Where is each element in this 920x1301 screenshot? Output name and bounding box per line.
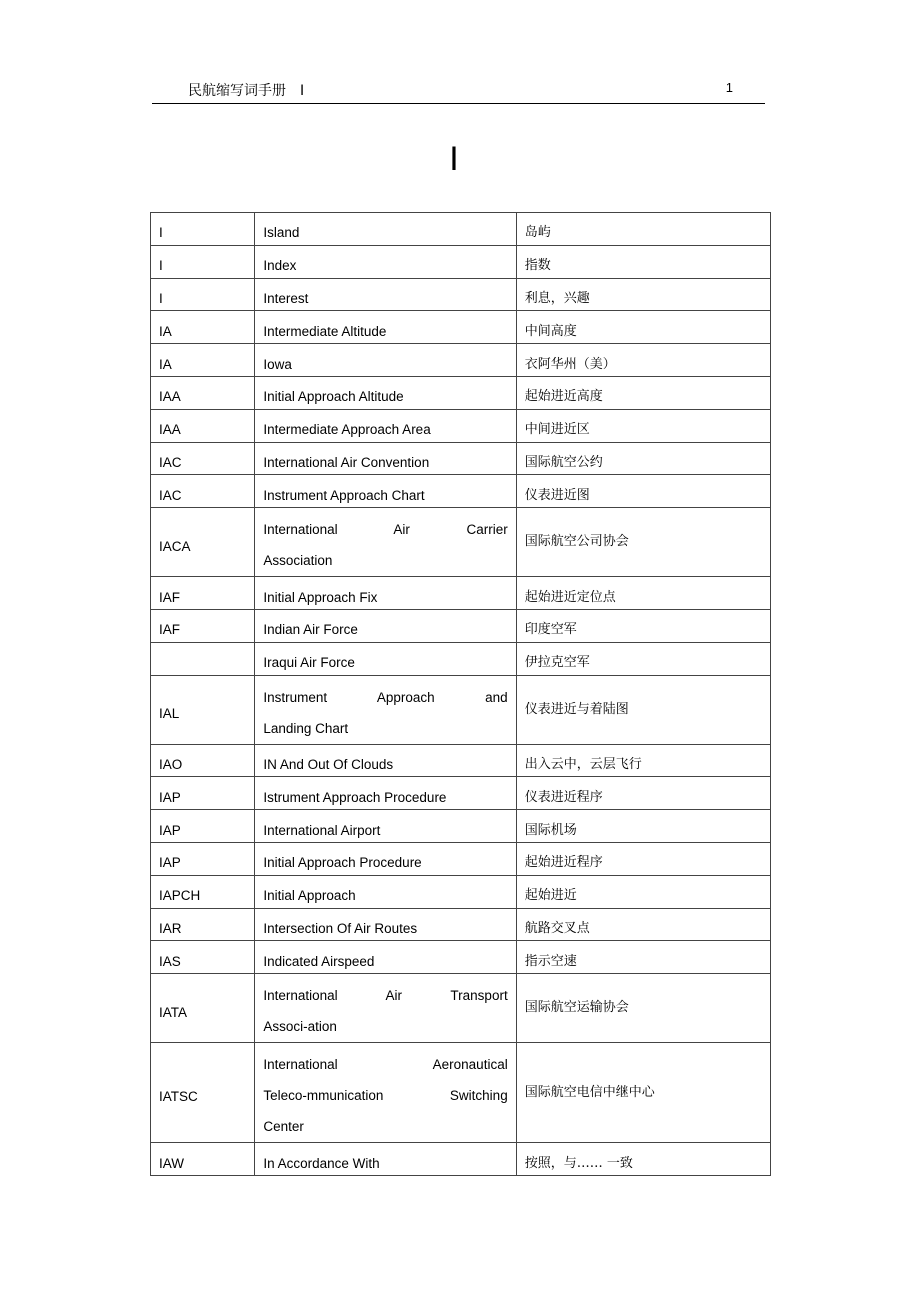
term-line: In Accordance With [263, 1155, 380, 1171]
term-cell [255, 1143, 516, 1176]
term-text [263, 411, 507, 440]
chinese-text: 起始进近 [524, 888, 577, 904]
table-row [151, 376, 771, 409]
chinese-cell [516, 475, 770, 508]
table-row [151, 642, 771, 675]
term-text [263, 676, 507, 744]
table-row [151, 810, 771, 843]
table-row [151, 777, 771, 810]
abbreviation-text: IAA [159, 389, 181, 405]
abbreviation-text: IAC [159, 487, 182, 503]
abbreviation-cell [151, 1043, 255, 1143]
abbreviation-text: IA [159, 323, 172, 339]
term-line: IN And Out Of Clouds [263, 756, 394, 772]
chinese-text: 伊拉克空军 [524, 655, 590, 671]
table-row [151, 213, 771, 246]
abbreviation-text: IATSC [159, 1089, 198, 1105]
term-text [263, 346, 507, 375]
chinese-cell [516, 278, 770, 311]
abbreviation-text: IAF [159, 589, 181, 605]
abbreviation-cell [151, 278, 255, 311]
term-cell [255, 908, 516, 941]
abbreviation-cell [151, 344, 255, 377]
abbreviation-cell [151, 376, 255, 409]
term-text [263, 313, 507, 342]
abbreviation-text: I [159, 258, 163, 274]
abbreviation-text: IAL [159, 706, 180, 722]
abbreviation-text: IA [159, 356, 172, 372]
term-text [263, 779, 507, 808]
abbreviation-text: IAO [159, 756, 183, 772]
abbreviation-cell [151, 245, 255, 278]
term-line: Initial Approach Procedure [263, 855, 422, 871]
chinese-text: 印度空军 [524, 622, 577, 638]
table-row [151, 442, 771, 475]
table-row [151, 941, 771, 974]
term-text [263, 1145, 507, 1174]
term-text [263, 611, 507, 640]
chinese-cell [516, 777, 770, 810]
chinese-cell [516, 842, 770, 875]
chinese-cell [516, 642, 770, 675]
term-cell [255, 609, 516, 642]
abbreviation-cell [151, 311, 255, 344]
table-row [151, 344, 771, 377]
chinese-cell [516, 442, 770, 475]
chinese-text: 仪表进近与着陆图 [524, 701, 629, 717]
chinese-text: 起始进近定位点 [524, 589, 616, 605]
term-line: Center [263, 1119, 304, 1135]
abbreviation-text: I [159, 290, 163, 306]
abbreviation-text: IAW [159, 1155, 184, 1171]
chinese-text: 仪表进近程序 [524, 789, 603, 805]
abbreviation-text: IAA [159, 422, 181, 438]
chinese-cell [516, 577, 770, 610]
term-text [263, 247, 507, 276]
chinese-text: 国际航空电信中继中心 [524, 1084, 655, 1100]
page-number: 1 [725, 80, 733, 95]
term-text [263, 910, 507, 939]
chinese-text: 指数 [524, 258, 551, 274]
abbreviation-cell [151, 875, 255, 908]
chinese-text: 起始进近程序 [524, 855, 603, 871]
abbreviation-text: IAPCH [159, 888, 201, 904]
abbreviation-text: IAR [159, 920, 182, 936]
term-line: Intersection Of Air Routes [263, 920, 418, 936]
term-cell [255, 213, 516, 246]
term-line: Association [263, 553, 333, 569]
abbreviation-cell [151, 810, 255, 843]
term-line: Intermediate Approach Area [263, 422, 431, 438]
term-line: International Aeronautical [263, 1057, 508, 1073]
abbreviation-cell [151, 1143, 255, 1176]
table-row [151, 675, 771, 744]
abbreviation-cell [151, 974, 255, 1043]
term-cell [255, 744, 516, 777]
table-row [151, 475, 771, 508]
abbreviation-cell [151, 609, 255, 642]
chinese-cell [516, 311, 770, 344]
chinese-text: 指示空速 [524, 953, 577, 969]
chinese-text: 航路交叉点 [524, 920, 590, 936]
chinese-text: 岛屿 [524, 225, 551, 241]
abbreviation-text [159, 654, 246, 663]
abbreviation-cell [151, 744, 255, 777]
term-line: Instrument Approach and [263, 689, 508, 705]
table-row [151, 609, 771, 642]
term-line: Intermediate Altitude [263, 323, 387, 339]
term-line: Instrument Approach Chart [263, 487, 425, 503]
term-text [263, 378, 507, 407]
chinese-text: 国际航空运输协会 [524, 1000, 629, 1016]
term-cell [255, 475, 516, 508]
term-line: Initial Approach Altitude [263, 389, 404, 405]
abbreviation-cell [151, 642, 255, 675]
chinese-text: 出入云中，云层飞行 [524, 756, 642, 772]
section-heading: I [449, 140, 459, 178]
chinese-cell [516, 1143, 770, 1176]
term-line: International Air Carrier [263, 522, 508, 538]
table-row [151, 409, 771, 442]
term-cell [255, 376, 516, 409]
abbreviation-text: IATA [159, 1004, 188, 1020]
term-text [263, 508, 507, 576]
term-text [263, 844, 507, 873]
chinese-text: 国际航空公约 [524, 454, 603, 470]
term-cell [255, 442, 516, 475]
abbreviation-table [150, 212, 771, 1176]
term-line: Landing Chart [263, 720, 349, 736]
table-row [151, 974, 771, 1043]
chinese-cell [516, 245, 770, 278]
abbreviation-cell [151, 409, 255, 442]
term-cell [255, 810, 516, 843]
chinese-cell [516, 941, 770, 974]
abbreviation-text: IAS [159, 953, 181, 969]
abbreviation-text: IAP [159, 855, 181, 871]
abbreviation-text: IAF [159, 622, 181, 638]
chinese-text: 仪表进近图 [524, 487, 590, 503]
term-text [263, 877, 507, 906]
abbreviation-text: IACA [159, 538, 191, 554]
chinese-cell [516, 810, 770, 843]
term-line: Indicated Airspeed [263, 953, 375, 969]
abbreviation-cell [151, 675, 255, 744]
term-cell [255, 245, 516, 278]
abbreviation-cell [151, 941, 255, 974]
term-line: Teleco-mmunication Switching [263, 1088, 508, 1104]
abbreviation-text: IAP [159, 822, 181, 838]
abbreviation-cell [151, 442, 255, 475]
chinese-cell [516, 508, 770, 577]
chinese-text: 利息，兴趣 [524, 290, 590, 306]
chinese-cell [516, 744, 770, 777]
term-line: International Airport [263, 822, 381, 838]
table-row [151, 311, 771, 344]
term-text [263, 746, 507, 775]
abbreviation-cell [151, 508, 255, 577]
term-cell [255, 875, 516, 908]
term-line: Iraqui Air Force [263, 655, 355, 671]
chinese-text: 国际航空公司协会 [524, 534, 629, 550]
chinese-cell [516, 974, 770, 1043]
chinese-cell [516, 1043, 770, 1143]
abbreviation-cell [151, 777, 255, 810]
chinese-text: 衣阿华州（美） [524, 356, 616, 372]
term-cell [255, 278, 516, 311]
term-line: Iowa [263, 356, 292, 372]
term-cell [255, 1043, 516, 1143]
term-line: Associ-ation [263, 1019, 337, 1035]
abbreviation-cell [151, 213, 255, 246]
term-line: International Air Convention [263, 454, 430, 470]
term-text [263, 1043, 507, 1142]
table-row [151, 842, 771, 875]
term-line: Interest [263, 290, 309, 306]
term-text [263, 644, 507, 673]
table-row [151, 1143, 771, 1176]
term-text [263, 214, 507, 243]
term-line: Initial Approach [263, 888, 356, 904]
term-cell [255, 344, 516, 377]
term-line: Istrument Approach Procedure [263, 789, 447, 805]
chinese-cell [516, 344, 770, 377]
chinese-cell [516, 409, 770, 442]
chinese-text: 中间进近区 [524, 422, 590, 438]
term-line: Index [263, 258, 297, 274]
chinese-text: 起始进近高度 [524, 389, 603, 405]
term-cell [255, 642, 516, 675]
term-cell [255, 409, 516, 442]
term-line: Initial Approach Fix [263, 589, 378, 605]
term-line: Island [263, 225, 300, 241]
term-cell [255, 941, 516, 974]
term-text [263, 943, 507, 972]
term-text [263, 444, 507, 473]
abbreviation-table-body [151, 213, 771, 1176]
chinese-cell [516, 875, 770, 908]
term-line: International Air Transport [263, 988, 508, 1004]
abbreviation-cell [151, 577, 255, 610]
term-cell [255, 577, 516, 610]
term-cell [255, 777, 516, 810]
term-text [263, 812, 507, 841]
table-row [151, 508, 771, 577]
term-cell [255, 842, 516, 875]
table-row [151, 875, 771, 908]
abbreviation-text: IAP [159, 789, 181, 805]
term-cell [255, 508, 516, 577]
chinese-cell [516, 213, 770, 246]
term-cell [255, 311, 516, 344]
table-row [151, 744, 771, 777]
chinese-text: 中间高度 [524, 323, 577, 339]
chinese-cell [516, 675, 770, 744]
table-row [151, 278, 771, 311]
abbreviation-text: I [159, 225, 163, 241]
chinese-cell [516, 609, 770, 642]
chinese-cell [516, 908, 770, 941]
table-row [151, 245, 771, 278]
table-row [151, 577, 771, 610]
term-text [263, 477, 507, 506]
chinese-cell [516, 376, 770, 409]
term-text [263, 280, 507, 309]
abbreviation-cell [151, 842, 255, 875]
term-cell [255, 675, 516, 744]
abbreviation-text: IAC [159, 454, 182, 470]
term-text [263, 974, 507, 1042]
chinese-text: 国际机场 [524, 822, 577, 838]
header-title: 民航缩写词手册 I [188, 83, 305, 99]
abbreviation-cell [151, 908, 255, 941]
table-row [151, 908, 771, 941]
term-text [263, 579, 507, 608]
term-line: Indian Air Force [263, 622, 358, 638]
abbreviation-cell [151, 475, 255, 508]
page-header [152, 78, 765, 104]
chinese-text: 按照，与…… 一致 [524, 1155, 633, 1171]
table-row [151, 1043, 771, 1143]
term-cell [255, 974, 516, 1043]
